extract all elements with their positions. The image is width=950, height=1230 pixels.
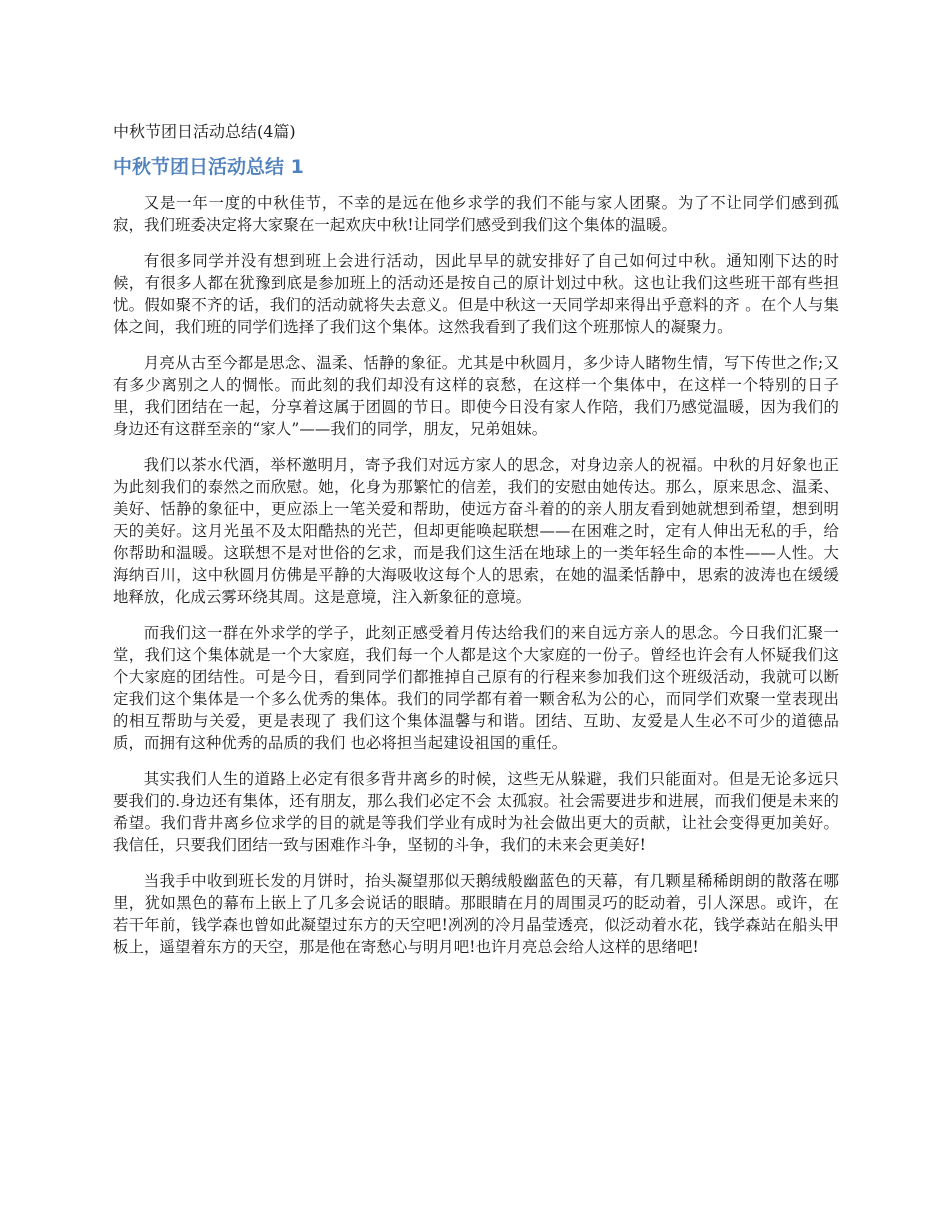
paragraph: 月亮从古至今都是思念、温柔、恬静的象征。尤其是中秋圆月，多少诗人睹物生情，写下传世之作;又有多少离别之人的惆怅。而此刻的我们却没有这样的哀愁，在这样一个集体中，在这样一个特别的日子里，我们团结在一起，分享着这属于团圆的节日。即使今日没有家人作陪，我们乃感觉温暖，因为我们的身边还有这群至亲的“家人”——我们的同学，朋友，兄弟姐妹。 [113, 354, 839, 438]
paragraph: 有很多同学并没有想到班上会进行活动，因此早早的就安排好了自己如何过中秋。通知刚下达的时候，有很多人都在犹豫到底是参加班上的活动还是按自己的原计划过中秋。这也让我们这些班干部有些担忧。假如聚不齐的话，我们的活动就将失去意义。但是中秋这一天同学却来得出乎意料的齐 。在个人与集体之间，我们班的同学们选择了我们这个集体。这然我看到了我们这个班那惊人的凝聚力。 [113, 252, 839, 336]
paragraph: 我们以茶水代酒，举杯邀明月，寄予我们对远方家人的思念，对身边亲人的祝福。中秋的月好象也正为此刻我们的泰然之而欣慰。她，化身为那繁忙的信差，我们的安慰由她传达。那么，原来思念、温柔、美好、恬静的象征中，更应添上一笔关爱和帮助，使远方奋斗着的的亲人朋友看到她就想到希望，想到明天的美好。这月光虽不及太阳酷热的光芒，但却更能唤起联想——在困难之时，定有人伸出无私的手，给你帮助和温暖。这联想不是对世俗的乞求，而是我们这生活在地球上的一类年轻生命的本性——人性。大海纳百川，这中秋圆月仿佛是平静的大海吸收这每个人的思索，在她的温柔恬静中，思索的波涛也在缓缓地释放，化成云雾环绕其周。这是意境，注入新象征的意境。 [113, 456, 839, 606]
section-heading: 中秋节团日活动总结 1 [113, 156, 304, 178]
paragraph: 而我们这一群在外求学的学子，此刻正感受着月传达给我们的来自远方亲人的思念。今日我们汇聚一堂，我们这个集体就是一个大家庭，我们每一个人都是这个大家庭的一份子。曾经也许会有人怀疑我们这个大家庭的团结性。可是今日，看到同学们都推掉自己原有的行程来参加我们这个班级活动，我就可以断定我们这个集体是一个多么优秀的集体。我们的同学都有着一颗舍私为公的心，而同学们欢聚一堂表现出的相互帮助与关爱，更是表现了 我们这个集体温馨与和谐。团结、互助、友爱是人生必不可少的道德品质，而拥有这种优秀的品质的我们 也必将担当起建设祖国的重任。 [113, 624, 839, 752]
document-title: 中秋节团日活动总结(4篇) [113, 122, 296, 141]
paragraph: 其实我们人生的道路上必定有很多背井离乡的时候，这些无从躲避，我们只能面对。但是无论多远只要我们的.身边还有集体，还有朋友，那么我们必定不会 太孤寂。社会需要进步和进展，而我们便是未来的希望。我们背井离乡位求学的目的就是等我们学业有成时为社会做出更大的贡献，让社会变得更加美好。我信任，只要我们团结一致与困难作斗争，坚韧的斗争，我们的未来会更美好! [113, 770, 839, 854]
paragraph: 又是一年一度的中秋佳节，不幸的是远在他乡求学的我们不能与家人团聚。为了不让同学们感到孤寂，我们班委决定将大家聚在一起欢庆中秋!让同学们感受到我们这个集体的温暖。 [113, 194, 839, 234]
document-page [113, 118, 839, 972]
paragraph: 当我手中收到班长发的月饼时，抬头凝望那似天鹅绒般幽蓝色的天幕，有几颗星稀稀朗朗的散落在哪里，犹如黑色的幕布上嵌上了几多会说话的眼睛。那眼睛在月的周围灵巧的眨动着，引人深思。或许，在若干年前，钱学森也曾如此凝望过东方的天空吧!冽冽的冷月晶莹透亮，似泛动着水花，钱学森站在船头甲板上，遥望着东方的天空，那是他在寄愁心与明月吧!也许月亮总会给人这样的思绪吧! [113, 872, 839, 956]
